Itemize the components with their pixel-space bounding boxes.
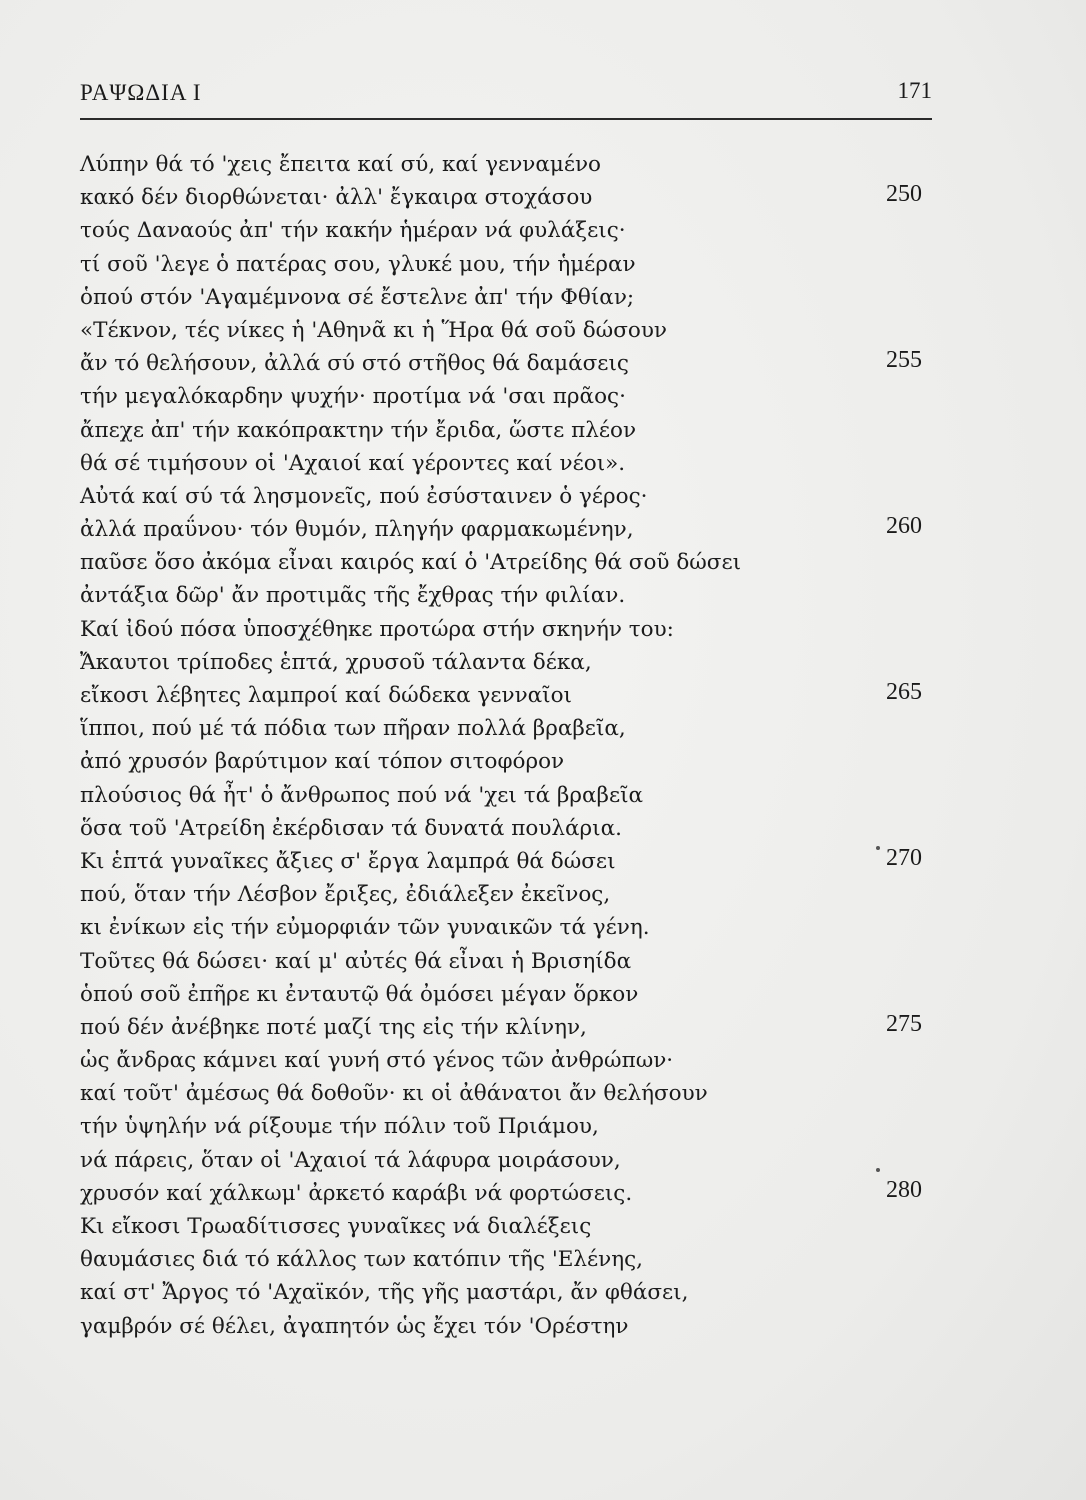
stray-dot: [876, 846, 880, 850]
verse-text: πού, ὅταν τήν Λέσβον ἔριξες, ἐδιάλεξεν ἐκεῖνος,: [80, 882, 611, 908]
verse-line: [80, 779, 940, 812]
verse-line: [80, 380, 940, 413]
verse-text: γαμβρόν σέ θέλει, ἀγαπητόν ὡς ἔχει τόν 'Ορέστην: [80, 1313, 629, 1339]
verse-line: [80, 878, 940, 911]
verse-line: [80, 181, 940, 214]
verse-line: [80, 1243, 940, 1276]
verse-line: [80, 248, 940, 281]
verse-text: Κι εἴκοσι Τρωαδίτισσες γυναῖκες νά διαλέξεις: [80, 1214, 592, 1239]
verse-line: [80, 945, 940, 978]
verse-text: Τοῦτες θά δώσει· καί μ' αὐτές θά εἶναι ἡ Βρισηίδα: [80, 948, 632, 974]
verse-line: [80, 447, 940, 480]
verse-line: [80, 812, 940, 845]
verse-line: [80, 613, 940, 646]
verse-line: [80, 978, 940, 1011]
verse-text: ὁπού σοῦ ἐπῆρε κι ἐνταυτῷ θά ὀμόσει μέγαν ὅρκον: [80, 981, 639, 1007]
line-number: 265: [886, 679, 922, 705]
verse-text: νά πάρεις, ὅταν οἱ 'Αχαιοί τά λάφυρα μοιράσουν,: [80, 1147, 621, 1173]
verse-line: [80, 679, 940, 712]
verse-line: [80, 745, 940, 778]
verse-text: πού δέν ἀνέβηκε ποτέ μαζί της εἰς τήν κλίνην,: [80, 1014, 587, 1040]
line-number: 255: [886, 347, 922, 374]
verse-text: καί στ' Ἄργος τό 'Αχαϊκόν, τῆς γῆς μαστάρι, ἄν φθάσει,: [80, 1280, 689, 1306]
verse-line: [80, 281, 940, 314]
verse-line: [80, 1210, 940, 1243]
verse-line: [80, 579, 940, 612]
verse-line: [80, 1044, 940, 1077]
verse-text: ὡς ἄνδρας κάμνει καί γυνή στό γένος τῶν ἀνθρώπων·: [80, 1048, 674, 1074]
verse-text: χρυσόν καί χάλκωμ' ἀρκετό καράβι νά φορτώσεις.: [80, 1180, 633, 1206]
verse-text: τί σοῦ 'λεγε ὁ πατέρας σου, γλυκέ μου, τήν ἡμέραν: [80, 251, 636, 277]
page-header: [80, 70, 932, 110]
verse-text: ἄν τό θελήσουν, ἀλλά σύ στό στῆθος θά δαμάσεις: [80, 351, 629, 377]
stray-dot: [876, 1168, 880, 1172]
line-number: 275: [886, 1010, 922, 1037]
page-number: 171: [897, 78, 932, 103]
verse-text: ἄπεχε ἀπ' τήν κακόπρακτην τήν ἔριδα, ὥστε πλέον: [80, 417, 637, 443]
verse-text: «Τέκνον, τές νίκες ἡ 'Αθηνᾶ κι ἡ Ἥρα θά σοῦ δώσουν: [80, 317, 667, 343]
verse-text: πλούσιος θά ἦτ' ὁ ἄνθρωπος πού νά 'χει τά βραβεῖα: [80, 782, 644, 808]
verse-line: [80, 1011, 940, 1044]
verse-text: Καί ἰδού πόσα ὑποσχέθηκε προτώρα στήν σκηνήν του:: [80, 616, 674, 642]
verse-text: ὁπού στόν 'Αγαμέμνονα σέ ἔστελνε ἀπ' τήν Φθίαν;: [80, 284, 635, 310]
verse-line: [80, 845, 940, 878]
verse-line: [80, 546, 940, 579]
verse-line: [80, 214, 940, 247]
verse-line: [80, 712, 940, 745]
verse-text: κι ἐνίκων εἰς τήν εὐμορφιάν τῶν γυναικῶν τά γένη.: [80, 915, 650, 941]
verse-text: ἀντάξια δῶρ' ἄν προτιμᾶς τῆς ἔχθρας τήν φιλίαν.: [80, 583, 626, 609]
verse-line: [80, 1077, 940, 1110]
verse-text: ἵπποι, πού μέ τά πόδια των πῆραν πολλά βραβεῖα,: [80, 716, 626, 742]
verse-line: [80, 1177, 940, 1210]
line-number: 280: [886, 1176, 922, 1203]
verse-line: [80, 347, 940, 380]
verse-line: [80, 1144, 940, 1177]
running-head: ΡΑΨΩΔΙΑ Ι: [80, 80, 202, 105]
header-rule: [80, 118, 932, 120]
verse-text: θαυμάσιες διά τό κάλλος των κατόπιν τῆς 'Ελένης,: [80, 1247, 644, 1273]
verse-text: Ἄκαυτοι τρίποδες ἑπτά, χρυσοῦ τάλαντα δέκα,: [80, 649, 592, 675]
verse-line: [80, 1110, 940, 1143]
verse-text: ὅσα τοῦ 'Ατρείδη ἐκέρδισαν τά δυνατά πουλάρια.: [80, 815, 622, 841]
verse-text: Λύπην θά τό 'χεις ἔπειτα καί σύ, καί γενναμένο: [80, 152, 601, 177]
verse-line: [80, 513, 940, 546]
verse-text: καί τοῦτ' ἀμέσως θά δοθοῦν· κι οἱ ἀθάνατοι ἄν θελήσουν: [80, 1081, 708, 1107]
verse-text: Αὐτά καί σύ τά λησμονεῖς, πού ἐσύσταινεν ὁ γέρος·: [80, 483, 648, 509]
verse-line: [80, 1276, 940, 1309]
verse-line: [80, 911, 940, 944]
poem-text: [80, 148, 940, 1343]
verse-text: κακό δέν διορθώνεται· ἀλλ' ἔγκαιρα στοχάσου: [80, 185, 593, 211]
verse-text: τούς Δαναούς ἀπ' τήν κακήν ἡμέραν νά φυλάξεις·: [80, 218, 626, 244]
verse-text: παῦσε ὅσο ἀκόμα εἶναι καιρός καί ὁ 'Ατρείδης θά σοῦ δώσει: [80, 550, 742, 576]
verse-line: [80, 314, 940, 347]
verse-line: [80, 148, 940, 181]
verse-text: θά σέ τιμήσουν οἱ 'Αχαιοί καί γέροντες καί νέοι».: [80, 450, 626, 476]
verse-text: τήν ὑψηλήν νά ρίξουμε τήν πόλιν τοῦ Πριάμου,: [80, 1114, 599, 1140]
verse-line: [80, 646, 940, 679]
verse-line: [80, 414, 940, 447]
verse-text: ἀλλά πραΰνου· τόν θυμόν, πληγήν φαρμακωμένην,: [80, 517, 634, 543]
line-number: 250: [886, 181, 922, 208]
verse-text: ἀπό χρυσόν βαρύτιμον καί τόπον σιτοφόρον: [80, 749, 565, 775]
verse-line: [80, 480, 940, 513]
verse-text: τήν μεγαλόκαρδην ψυχήν· προτίμα νά 'σαι πρᾶος·: [80, 384, 626, 410]
line-number: 270: [886, 844, 922, 871]
verse-line: [80, 1310, 940, 1343]
line-number: 260: [886, 513, 922, 540]
verse-text: εἴκοσι λέβητες λαμπροί καί δώδεκα γενναῖοι: [80, 683, 572, 708]
verse-text: Κι ἑπτά γυναῖκες ἄξιες σ' ἔργα λαμπρά θά δώσει: [80, 848, 616, 874]
